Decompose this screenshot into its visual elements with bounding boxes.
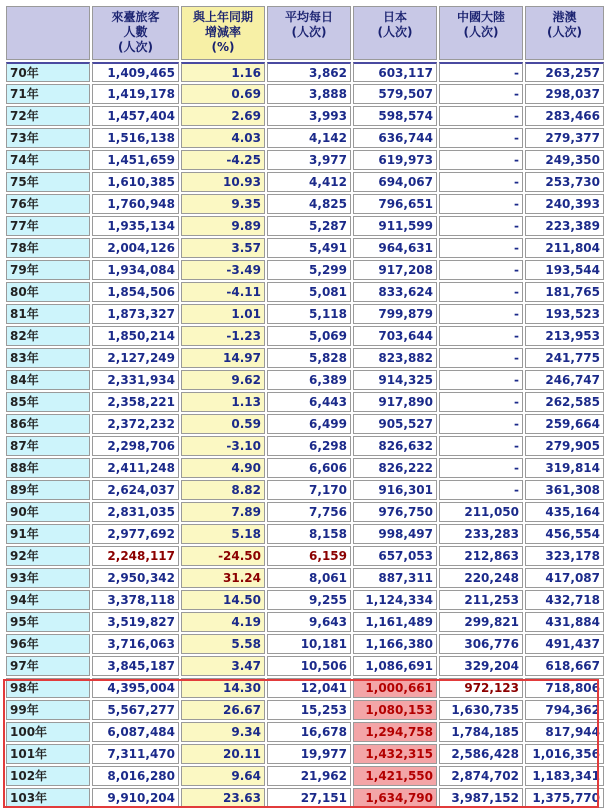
cell-growth-rate: -4.25 <box>181 150 265 170</box>
table-row <box>6 656 604 676</box>
cell-year: 75年 <box>6 172 90 192</box>
cell-growth-rate: 4.19 <box>181 612 265 632</box>
cell-japan: 657,053 <box>353 546 437 566</box>
cell-year: 76年 <box>6 194 90 214</box>
cell-china: 211,050 <box>439 502 523 522</box>
table-row <box>6 348 604 368</box>
cell-daily-average: 6,389 <box>267 370 351 390</box>
table-row <box>6 128 604 148</box>
table-row <box>6 84 604 104</box>
cell-total-visitors: 8,016,280 <box>92 766 179 786</box>
cell-year: 78年 <box>6 238 90 258</box>
cell-hk-macau: 241,775 <box>525 348 604 368</box>
cell-hk-macau: 431,884 <box>525 612 604 632</box>
cell-china: 306,776 <box>439 634 523 654</box>
cell-japan: 1,000,661 <box>353 678 437 698</box>
cell-china: 1,630,735 <box>439 700 523 720</box>
cell-china: 299,821 <box>439 612 523 632</box>
cell-china: 1,784,185 <box>439 722 523 742</box>
visitor-stats-table <box>4 4 604 810</box>
cell-total-visitors: 1,873,327 <box>92 304 179 324</box>
cell-growth-rate: 0.69 <box>181 84 265 104</box>
cell-daily-average: 21,962 <box>267 766 351 786</box>
table-row <box>6 502 604 522</box>
cell-daily-average: 8,061 <box>267 568 351 588</box>
cell-china: - <box>439 150 523 170</box>
cell-daily-average: 7,756 <box>267 502 351 522</box>
cell-year: 98年 <box>6 678 90 698</box>
cell-total-visitors: 4,395,004 <box>92 678 179 698</box>
cell-daily-average: 3,977 <box>267 150 351 170</box>
cell-total-visitors: 2,372,232 <box>92 414 179 434</box>
cell-japan: 1,166,380 <box>353 634 437 654</box>
cell-hk-macau: 618,667 <box>525 656 604 676</box>
table-row <box>6 216 604 236</box>
table-row <box>6 106 604 126</box>
cell-japan: 598,574 <box>353 106 437 126</box>
cell-growth-rate: -3.10 <box>181 436 265 456</box>
table-row <box>6 634 604 654</box>
cell-hk-macau: 1,183,341 <box>525 766 604 786</box>
cell-year: 83年 <box>6 348 90 368</box>
cell-growth-rate: 4.03 <box>181 128 265 148</box>
cell-growth-rate: 9.34 <box>181 722 265 742</box>
cell-growth-rate: 0.59 <box>181 414 265 434</box>
cell-year: 86年 <box>6 414 90 434</box>
cell-year: 99年 <box>6 700 90 720</box>
table-row <box>6 722 604 742</box>
cell-year: 87年 <box>6 436 90 456</box>
table-row <box>6 678 604 698</box>
cell-growth-rate: 26.67 <box>181 700 265 720</box>
cell-china: - <box>439 392 523 412</box>
cell-hk-macau: 435,164 <box>525 502 604 522</box>
cell-daily-average: 5,287 <box>267 216 351 236</box>
cell-daily-average: 5,299 <box>267 260 351 280</box>
cell-year: 95年 <box>6 612 90 632</box>
cell-total-visitors: 2,004,126 <box>92 238 179 258</box>
cell-china: - <box>439 304 523 324</box>
cell-total-visitors: 1,409,465 <box>92 62 179 82</box>
cell-total-visitors: 1,935,134 <box>92 216 179 236</box>
cell-year: 90年 <box>6 502 90 522</box>
cell-growth-rate: 1.16 <box>181 62 265 82</box>
table-row <box>6 524 604 544</box>
header-total-visitors: 來臺旅客 人數 (人次) <box>92 6 179 60</box>
cell-china: 2,586,428 <box>439 744 523 764</box>
cell-japan: 1,432,315 <box>353 744 437 764</box>
cell-total-visitors: 9,910,204 <box>92 788 179 808</box>
cell-daily-average: 6,499 <box>267 414 351 434</box>
cell-china: 220,248 <box>439 568 523 588</box>
cell-year: 84年 <box>6 370 90 390</box>
cell-japan: 1,294,758 <box>353 722 437 742</box>
cell-daily-average: 4,142 <box>267 128 351 148</box>
table-row <box>6 392 604 412</box>
cell-japan: 826,222 <box>353 458 437 478</box>
cell-china: - <box>439 414 523 434</box>
cell-total-visitors: 3,378,118 <box>92 590 179 610</box>
cell-japan: 1,124,334 <box>353 590 437 610</box>
cell-daily-average: 3,993 <box>267 106 351 126</box>
cell-total-visitors: 2,358,221 <box>92 392 179 412</box>
cell-hk-macau: 279,377 <box>525 128 604 148</box>
cell-year: 72年 <box>6 106 90 126</box>
cell-hk-macau: 240,393 <box>525 194 604 214</box>
cell-total-visitors: 1,451,659 <box>92 150 179 170</box>
cell-year: 92年 <box>6 546 90 566</box>
table-row <box>6 414 604 434</box>
cell-total-visitors: 1,854,506 <box>92 282 179 302</box>
cell-china: - <box>439 84 523 104</box>
cell-japan: 917,208 <box>353 260 437 280</box>
cell-china: 972,123 <box>439 678 523 698</box>
cell-total-visitors: 1,850,214 <box>92 326 179 346</box>
cell-hk-macau: 279,905 <box>525 436 604 456</box>
table-row <box>6 788 604 808</box>
cell-china: - <box>439 260 523 280</box>
cell-china: - <box>439 216 523 236</box>
cell-growth-rate: -3.49 <box>181 260 265 280</box>
table-row <box>6 458 604 478</box>
cell-hk-macau: 249,350 <box>525 150 604 170</box>
cell-hk-macau: 223,389 <box>525 216 604 236</box>
cell-year: 88年 <box>6 458 90 478</box>
cell-growth-rate: 7.89 <box>181 502 265 522</box>
cell-china: - <box>439 370 523 390</box>
table-body <box>6 62 604 808</box>
cell-year: 94年 <box>6 590 90 610</box>
cell-growth-rate: 9.64 <box>181 766 265 786</box>
cell-total-visitors: 3,716,063 <box>92 634 179 654</box>
cell-hk-macau: 323,178 <box>525 546 604 566</box>
cell-year: 77年 <box>6 216 90 236</box>
cell-hk-macau: 491,437 <box>525 634 604 654</box>
table-row <box>6 304 604 324</box>
cell-hk-macau: 259,664 <box>525 414 604 434</box>
cell-china: - <box>439 62 523 82</box>
cell-hk-macau: 1,375,770 <box>525 788 604 808</box>
table-row <box>6 766 604 786</box>
cell-total-visitors: 1,419,178 <box>92 84 179 104</box>
cell-daily-average: 5,081 <box>267 282 351 302</box>
table-row <box>6 436 604 456</box>
cell-japan: 703,644 <box>353 326 437 346</box>
table-row <box>6 590 604 610</box>
cell-japan: 636,744 <box>353 128 437 148</box>
cell-hk-macau: 361,308 <box>525 480 604 500</box>
cell-daily-average: 10,181 <box>267 634 351 654</box>
cell-japan: 998,497 <box>353 524 437 544</box>
cell-year: 97年 <box>6 656 90 676</box>
cell-japan: 579,507 <box>353 84 437 104</box>
cell-daily-average: 6,443 <box>267 392 351 412</box>
cell-japan: 619,973 <box>353 150 437 170</box>
cell-total-visitors: 2,411,248 <box>92 458 179 478</box>
cell-daily-average: 6,159 <box>267 546 351 566</box>
cell-china: - <box>439 282 523 302</box>
cell-china: 2,874,702 <box>439 766 523 786</box>
cell-hk-macau: 319,814 <box>525 458 604 478</box>
cell-growth-rate: -1.23 <box>181 326 265 346</box>
cell-china: 211,253 <box>439 590 523 610</box>
cell-year: 101年 <box>6 744 90 764</box>
cell-year: 73年 <box>6 128 90 148</box>
cell-hk-macau: 262,585 <box>525 392 604 412</box>
cell-hk-macau: 246,747 <box>525 370 604 390</box>
cell-japan: 799,879 <box>353 304 437 324</box>
header-hk-macau: 港澳 (人次) <box>525 6 604 60</box>
cell-china: - <box>439 436 523 456</box>
cell-daily-average: 6,298 <box>267 436 351 456</box>
cell-china: - <box>439 194 523 214</box>
cell-daily-average: 6,606 <box>267 458 351 478</box>
cell-daily-average: 4,412 <box>267 172 351 192</box>
cell-daily-average: 3,888 <box>267 84 351 104</box>
cell-growth-rate: 2.69 <box>181 106 265 126</box>
cell-china: 3,987,152 <box>439 788 523 808</box>
cell-japan: 917,890 <box>353 392 437 412</box>
cell-growth-rate: 14.30 <box>181 678 265 698</box>
cell-hk-macau: 263,257 <box>525 62 604 82</box>
table-row <box>6 546 604 566</box>
cell-growth-rate: 4.90 <box>181 458 265 478</box>
table-row <box>6 282 604 302</box>
cell-daily-average: 10,506 <box>267 656 351 676</box>
cell-total-visitors: 2,127,249 <box>92 348 179 368</box>
cell-total-visitors: 5,567,277 <box>92 700 179 720</box>
cell-year: 100年 <box>6 722 90 742</box>
cell-china: - <box>439 326 523 346</box>
cell-japan: 1,086,691 <box>353 656 437 676</box>
cell-daily-average: 9,643 <box>267 612 351 632</box>
cell-china: - <box>439 458 523 478</box>
cell-hk-macau: 456,554 <box>525 524 604 544</box>
cell-year: 79年 <box>6 260 90 280</box>
cell-china: - <box>439 106 523 126</box>
cell-total-visitors: 3,845,187 <box>92 656 179 676</box>
header-daily-average: 平均每日 (人次) <box>267 6 351 60</box>
cell-japan: 887,311 <box>353 568 437 588</box>
cell-total-visitors: 1,457,404 <box>92 106 179 126</box>
cell-china: - <box>439 238 523 258</box>
cell-total-visitors: 2,831,035 <box>92 502 179 522</box>
cell-daily-average: 5,828 <box>267 348 351 368</box>
cell-japan: 914,325 <box>353 370 437 390</box>
cell-growth-rate: 10.93 <box>181 172 265 192</box>
cell-daily-average: 27,151 <box>267 788 351 808</box>
cell-growth-rate: 5.18 <box>181 524 265 544</box>
cell-growth-rate: 14.97 <box>181 348 265 368</box>
cell-total-visitors: 2,331,934 <box>92 370 179 390</box>
cell-japan: 694,067 <box>353 172 437 192</box>
cell-total-visitors: 1,760,948 <box>92 194 179 214</box>
cell-growth-rate: 1.01 <box>181 304 265 324</box>
cell-hk-macau: 193,544 <box>525 260 604 280</box>
cell-daily-average: 7,170 <box>267 480 351 500</box>
cell-japan: 796,651 <box>353 194 437 214</box>
cell-total-visitors: 2,248,117 <box>92 546 179 566</box>
table-row <box>6 744 604 764</box>
cell-total-visitors: 3,519,827 <box>92 612 179 632</box>
cell-growth-rate: 5.58 <box>181 634 265 654</box>
table-row <box>6 238 604 258</box>
cell-total-visitors: 6,087,484 <box>92 722 179 742</box>
cell-japan: 1,634,790 <box>353 788 437 808</box>
cell-hk-macau: 211,804 <box>525 238 604 258</box>
header-japan: 日本 (人次) <box>353 6 437 60</box>
table-row <box>6 700 604 720</box>
cell-daily-average: 12,041 <box>267 678 351 698</box>
cell-year: 102年 <box>6 766 90 786</box>
cell-japan: 964,631 <box>353 238 437 258</box>
cell-growth-rate: 20.11 <box>181 744 265 764</box>
table-row <box>6 370 604 390</box>
cell-year: 74年 <box>6 150 90 170</box>
cell-year: 96年 <box>6 634 90 654</box>
table-header-row <box>6 6 604 60</box>
table-row <box>6 172 604 192</box>
header-china: 中國大陸 (人次) <box>439 6 523 60</box>
cell-total-visitors: 1,516,138 <box>92 128 179 148</box>
cell-growth-rate: 31.24 <box>181 568 265 588</box>
cell-daily-average: 5,118 <box>267 304 351 324</box>
header-year <box>6 6 90 60</box>
cell-year: 103年 <box>6 788 90 808</box>
cell-year: 89年 <box>6 480 90 500</box>
cell-hk-macau: 432,718 <box>525 590 604 610</box>
cell-growth-rate: 3.47 <box>181 656 265 676</box>
table-row <box>6 62 604 82</box>
cell-hk-macau: 193,523 <box>525 304 604 324</box>
cell-hk-macau: 794,362 <box>525 700 604 720</box>
table-row <box>6 326 604 346</box>
cell-year: 91年 <box>6 524 90 544</box>
cell-daily-average: 16,678 <box>267 722 351 742</box>
cell-japan: 905,527 <box>353 414 437 434</box>
cell-hk-macau: 253,730 <box>525 172 604 192</box>
cell-growth-rate: -24.50 <box>181 546 265 566</box>
cell-hk-macau: 718,806 <box>525 678 604 698</box>
table-row <box>6 568 604 588</box>
cell-daily-average: 5,069 <box>267 326 351 346</box>
cell-growth-rate: 3.57 <box>181 238 265 258</box>
cell-china: - <box>439 172 523 192</box>
cell-total-visitors: 2,298,706 <box>92 436 179 456</box>
cell-hk-macau: 817,944 <box>525 722 604 742</box>
cell-japan: 916,301 <box>353 480 437 500</box>
table-row <box>6 150 604 170</box>
table-row <box>6 480 604 500</box>
cell-daily-average: 9,255 <box>267 590 351 610</box>
cell-hk-macau: 298,037 <box>525 84 604 104</box>
cell-growth-rate: 8.82 <box>181 480 265 500</box>
cell-growth-rate: 14.50 <box>181 590 265 610</box>
cell-year: 93年 <box>6 568 90 588</box>
cell-china: - <box>439 348 523 368</box>
cell-japan: 911,599 <box>353 216 437 236</box>
cell-daily-average: 5,491 <box>267 238 351 258</box>
cell-total-visitors: 1,610,385 <box>92 172 179 192</box>
table-row <box>6 194 604 214</box>
cell-japan: 823,882 <box>353 348 437 368</box>
cell-growth-rate: 9.62 <box>181 370 265 390</box>
cell-china: 233,283 <box>439 524 523 544</box>
cell-growth-rate: 9.89 <box>181 216 265 236</box>
cell-china: 329,204 <box>439 656 523 676</box>
cell-year: 81年 <box>6 304 90 324</box>
cell-daily-average: 8,158 <box>267 524 351 544</box>
cell-year: 80年 <box>6 282 90 302</box>
header-growth-rate: 與上年同期 增減率 (%) <box>181 6 265 60</box>
cell-japan: 1,080,153 <box>353 700 437 720</box>
cell-japan: 1,161,489 <box>353 612 437 632</box>
cell-hk-macau: 417,087 <box>525 568 604 588</box>
cell-total-visitors: 2,977,692 <box>92 524 179 544</box>
cell-daily-average: 19,977 <box>267 744 351 764</box>
cell-total-visitors: 7,311,470 <box>92 744 179 764</box>
cell-hk-macau: 213,953 <box>525 326 604 346</box>
cell-growth-rate: 9.35 <box>181 194 265 214</box>
cell-daily-average: 3,862 <box>267 62 351 82</box>
cell-year: 71年 <box>6 84 90 104</box>
table-row <box>6 612 604 632</box>
table-row <box>6 260 604 280</box>
cell-daily-average: 4,825 <box>267 194 351 214</box>
cell-daily-average: 15,253 <box>267 700 351 720</box>
cell-total-visitors: 2,624,037 <box>92 480 179 500</box>
cell-year: 82年 <box>6 326 90 346</box>
cell-japan: 833,624 <box>353 282 437 302</box>
cell-growth-rate: 1.13 <box>181 392 265 412</box>
cell-growth-rate: 23.63 <box>181 788 265 808</box>
cell-china: 212,863 <box>439 546 523 566</box>
cell-hk-macau: 283,466 <box>525 106 604 126</box>
cell-year: 85年 <box>6 392 90 412</box>
cell-year: 70年 <box>6 62 90 82</box>
cell-growth-rate: -4.11 <box>181 282 265 302</box>
cell-china: - <box>439 480 523 500</box>
cell-japan: 1,421,550 <box>353 766 437 786</box>
cell-japan: 826,632 <box>353 436 437 456</box>
cell-total-visitors: 2,950,342 <box>92 568 179 588</box>
cell-japan: 976,750 <box>353 502 437 522</box>
cell-hk-macau: 1,016,356 <box>525 744 604 764</box>
cell-china: - <box>439 128 523 148</box>
cell-hk-macau: 181,765 <box>525 282 604 302</box>
cell-japan: 603,117 <box>353 62 437 82</box>
cell-total-visitors: 1,934,084 <box>92 260 179 280</box>
